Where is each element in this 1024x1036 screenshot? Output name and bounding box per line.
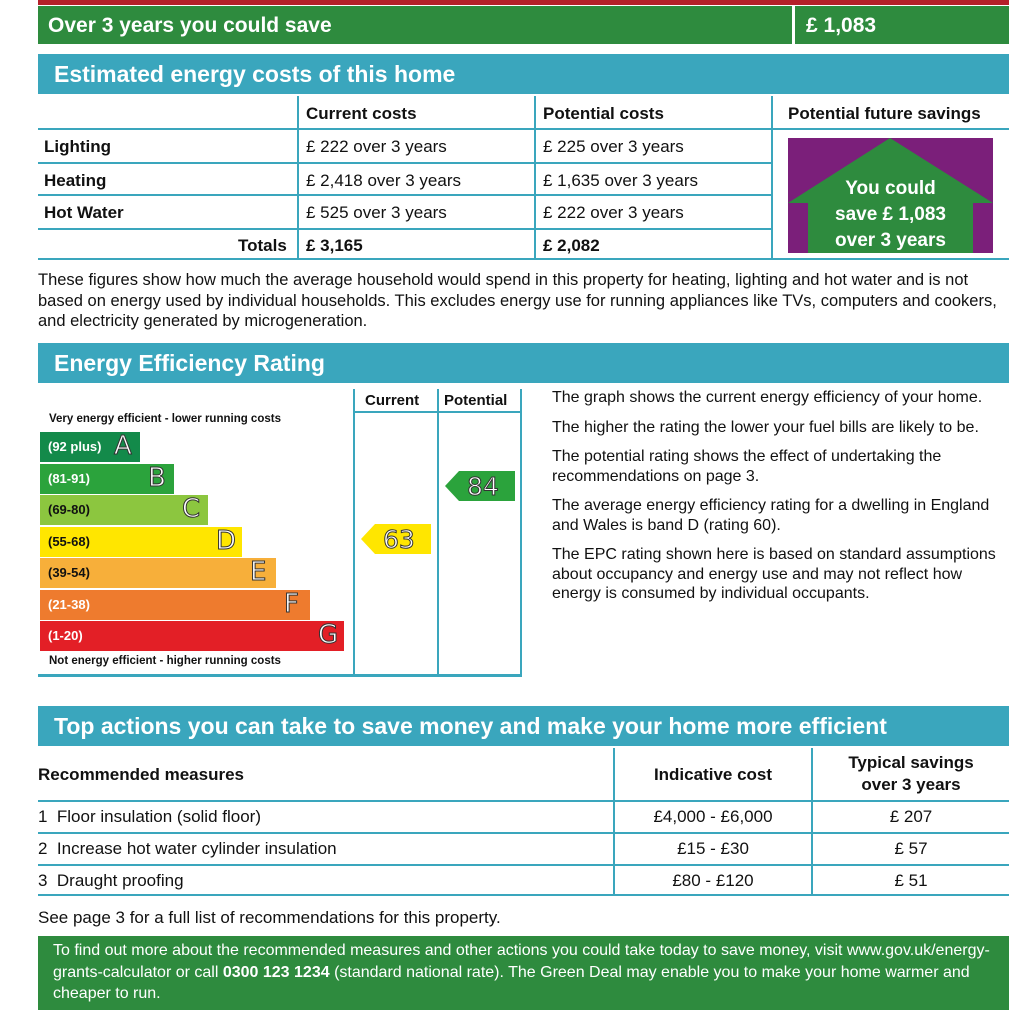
cell-heating-potential: £ 1,635 over 3 years (543, 171, 698, 190)
see-page-note: See page 3 for a full list of recommendations for this property. (38, 908, 501, 927)
header-measures: Recommended measures (38, 765, 244, 784)
cell-lighting-potential: £ 225 over 3 years (543, 137, 684, 156)
rating-band-f (40, 590, 310, 620)
info-footer (38, 936, 1009, 1010)
cell-hotwater-current: £ 525 over 3 years (306, 203, 447, 222)
savings-box-line1: You could (845, 178, 936, 199)
grid-line (38, 128, 1009, 130)
totals-label: Totals (238, 236, 287, 255)
header-over-3-years: over 3 years (861, 775, 961, 794)
costs-note: These figures show how much the average household would spend in this property for heating, lighting and hot water and is not based on energy used by individual households. This excludes energy use for running appliances like TVs, computers and cookers, and electricity generated by microgeneration. (38, 271, 997, 330)
cell-heating-current: £ 2,418 over 3 years (306, 171, 461, 190)
savings-1: £ 207 (889, 807, 933, 826)
cost-1: £4,000 - £6,000 (653, 807, 773, 826)
rating-band-e (40, 558, 276, 588)
row-label-heating: Heating (44, 171, 107, 190)
savings-house-box (788, 138, 993, 253)
actions-table (38, 748, 1009, 898)
savings-bar (38, 6, 1009, 44)
band-letter: G (318, 620, 339, 650)
band-letter: D (216, 525, 237, 556)
header-current-costs: Current costs (306, 104, 417, 123)
savings-bar-value: £ 1,083 (806, 14, 877, 37)
savings-bar-label: Over 3 years you could save (48, 14, 332, 37)
potential-rating-value: 84 (467, 472, 499, 501)
description-para: The EPC rating shown here is based on standard assumptions about occupancy and energy use and may not reflect how energy is consumed by individual occupants. (552, 546, 996, 602)
grid-line (297, 96, 299, 260)
grid-line (38, 864, 1009, 866)
grid-line (38, 800, 1009, 802)
rating-description (552, 388, 1014, 604)
rating-band-d (40, 527, 242, 557)
rating-band-b (40, 464, 174, 494)
band-letter: B (148, 462, 166, 493)
top-border (38, 0, 1009, 5)
cost-3: £80 - £120 (672, 871, 754, 890)
band-range: (1-20) (48, 628, 83, 643)
rating-band-c (40, 495, 208, 525)
rating-band-a (40, 432, 140, 462)
chart-divider-potential (437, 389, 439, 677)
band-range: (39-54) (48, 565, 90, 580)
cell-lighting-current: £ 222 over 3 years (306, 137, 447, 156)
row-label-lighting: Lighting (44, 137, 112, 156)
savings-box-line3: over 3 years (835, 230, 946, 251)
header-future-savings: Potential future savings (788, 104, 981, 123)
band-letter: C (182, 494, 201, 524)
current-rating-value: 63 (383, 525, 415, 554)
savings-3: £ 51 (894, 871, 928, 890)
footer-text-before: To find out more about the recommended measures and other actions you could take today to save money, visit www.gov.uk/energy-grants-calculator or call (53, 942, 990, 981)
footer-text-after: (standard national rate). The Green Deal may enable you to make your home warmer and cheaper to run. (53, 963, 970, 1002)
grid-line (771, 96, 773, 260)
footer-text (53, 940, 1009, 1005)
description-para: The average energy efficiency rating for a dwelling in England and Wales is band D (rating 60). (552, 497, 990, 534)
measure-2: 2 Increase hot water cylinder insulation (38, 839, 337, 858)
actions-header (38, 706, 1009, 746)
grid-line (38, 258, 1009, 260)
band-range: (92 plus) (48, 439, 102, 454)
col-potential: Potential (444, 392, 508, 409)
band-range: (55-68) (48, 533, 90, 549)
grid-line (38, 894, 1009, 896)
rating-title: Energy Efficiency Rating (54, 350, 325, 376)
band-letter: E (250, 557, 267, 587)
band-range: (21-38) (48, 596, 90, 612)
measure-3: 3 Draught proofing (38, 871, 184, 890)
description-para: The graph shows the current energy efficiency of your home. (552, 389, 983, 406)
totals-current: £ 3,165 (306, 236, 363, 255)
col-current: Current (365, 392, 420, 409)
cell-hotwater-potential: £ 222 over 3 years (543, 203, 684, 222)
chart-divider-current (353, 389, 355, 677)
chart-bottom-line (38, 674, 522, 677)
row-label-hot-water: Hot Water (44, 203, 124, 222)
band-letter: F (284, 588, 299, 619)
description-para: The potential rating shows the effect of undertaking the recommendations on page 3. (552, 448, 942, 485)
costs-table (38, 96, 1009, 260)
grid-line (38, 228, 773, 230)
cost-2: £15 - £30 (677, 839, 749, 858)
savings-2: £ 57 (894, 839, 928, 858)
totals-potential: £ 2,082 (543, 236, 600, 255)
rating-band-g (40, 621, 344, 651)
band-range: (69-80) (48, 502, 90, 517)
costs-header (38, 54, 1009, 94)
band-range: (81-91) (48, 470, 90, 486)
actions-title: Top actions you can take to save money and make your home more efficient (54, 713, 887, 739)
chart-right-line (520, 389, 522, 677)
description-para: The higher the rating the lower your fuel bills are likely to be. (552, 418, 979, 436)
savings-box-line2: save £ 1,083 (835, 204, 946, 225)
top-efficiency-label: Very energy efficient - lower running costs (49, 413, 281, 425)
header-potential-costs: Potential costs (543, 104, 664, 123)
footer-phone: 0300 123 1234 (222, 963, 330, 981)
rating-chart (38, 389, 522, 677)
band-letter: A (114, 431, 132, 461)
header-indicative-cost: Indicative cost (653, 765, 773, 784)
header-typical-savings: Typical savings (848, 753, 974, 772)
measure-1: 1 Floor insulation (solid floor) (38, 807, 261, 826)
divider (792, 6, 795, 44)
grid-line (38, 832, 1009, 834)
grid-line (38, 194, 773, 196)
costs-title: Estimated energy costs of this home (54, 61, 456, 87)
potential-rating-marker (445, 471, 515, 501)
grid-line (534, 96, 536, 260)
grid-line (38, 162, 773, 164)
bottom-efficiency-label: Not energy efficient - higher running costs (49, 655, 281, 667)
current-rating-marker (361, 524, 431, 554)
chart-header-line (353, 411, 522, 413)
rating-header (38, 343, 1009, 383)
